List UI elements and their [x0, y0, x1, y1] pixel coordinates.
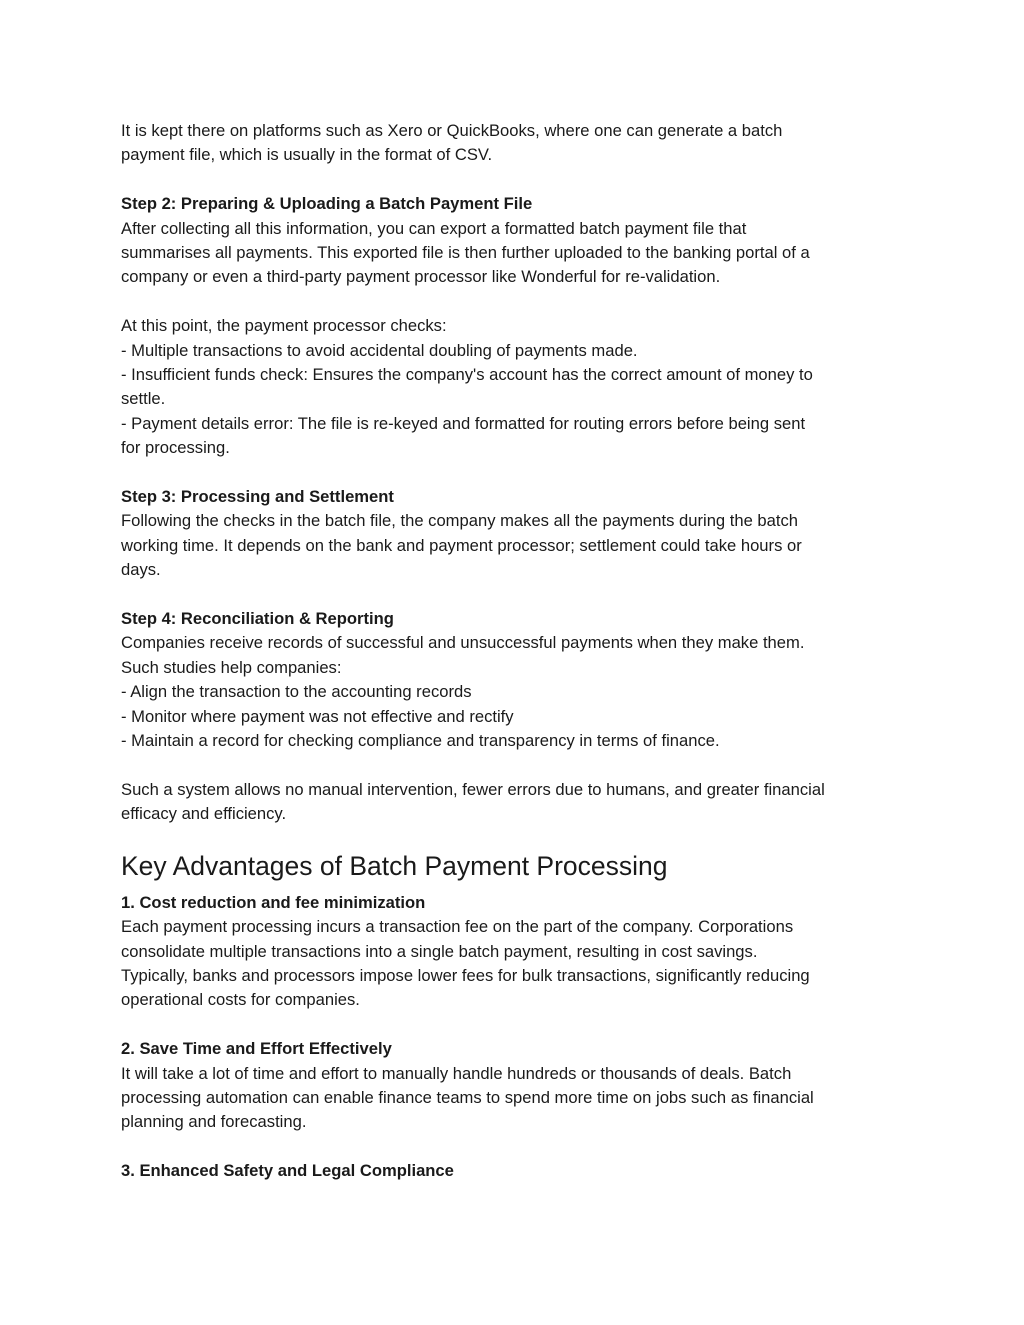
text-line: payment file, which is usually in the format of CSV.: [121, 145, 493, 165]
text-line: consolidate multiple transactions into a single batch payment, resulting in cost savings.: [121, 941, 758, 961]
section-heading: Key Advantages of Batch Payment Processing: [121, 850, 668, 881]
checks-paragraph: [121, 314, 911, 460]
advantage-title: 2. Save Time and Effort Effectively: [121, 1039, 392, 1059]
summary-paragraph: [121, 778, 911, 827]
step3-title: Step 3: Processing and Settlement: [121, 487, 394, 507]
text-line: Each payment processing incurs a transaction fee on the part of the company. Corporations: [121, 917, 794, 937]
text-line: working time. It depends on the bank and payment processor; settlement could take hours or: [121, 535, 802, 555]
step4-section: [121, 607, 911, 753]
text-line: Typically, banks and processors impose lower fees for bulk transactions, significantly reducing: [121, 965, 810, 985]
text-line: Such a system allows no manual intervention, fewer errors due to humans, and greater financial: [121, 779, 825, 799]
text-line: It is kept there on platforms such as Xero or QuickBooks, where one can generate a batch: [121, 121, 783, 140]
intro-paragraph: [121, 119, 911, 168]
list-item: - Payment details error: The file is re-keyed and formatted for routing errors before being sent: [121, 413, 806, 433]
advantage-title: 3. Enhanced Safety and Legal Compliance: [121, 1161, 454, 1181]
text-line: processing automation can enable finance teams to spend more time on jobs such as financial: [121, 1087, 814, 1107]
text-line: It will take a lot of time and effort to manually handle hundreds or thousands of deals. Batch: [121, 1063, 792, 1083]
text-line: Companies receive records of successful and unsuccessful payments when they make them.: [121, 633, 805, 653]
advantage-title: 1. Cost reduction and fee minimization: [121, 892, 426, 912]
advantage-item: [121, 891, 911, 1013]
step2-section: [121, 192, 911, 290]
text-line: days.: [121, 560, 161, 580]
text-line: After collecting all this information, you can export a formatted batch payment file that: [121, 218, 747, 238]
step3-section: [121, 485, 911, 583]
list-item: - Maintain a record for checking compliance and transparency in terms of finance.: [121, 731, 720, 751]
text-line: settle.: [121, 389, 166, 409]
list-item: - Align the transaction to the accounting records: [121, 682, 472, 702]
text-line: Such studies help companies:: [121, 657, 342, 677]
list-item: - Monitor where payment was not effective and rectify: [121, 706, 514, 726]
text-line: efficacy and efficiency.: [121, 804, 287, 824]
text-line: company or even a third-party payment processor like Wonderful for re-validation.: [121, 267, 721, 287]
text-line: summarises all payments. This exported file is then further uploaded to the banking portal of a: [121, 243, 810, 263]
text-line: operational costs for companies.: [121, 990, 360, 1010]
list-item: - Multiple transactions to avoid accidental doubling of payments made.: [121, 340, 638, 360]
text-line: Following the checks in the batch file, the company makes all the payments during the batch: [121, 511, 799, 531]
text-line: for processing.: [121, 438, 230, 458]
text-line: planning and forecasting.: [121, 1112, 307, 1132]
text-line: At this point, the payment processor checks:: [121, 316, 447, 336]
advantage-item: [121, 1159, 911, 1183]
step4-title: Step 4: Reconciliation & Reporting: [121, 609, 394, 629]
list-item: - Insufficient funds check: Ensures the company's account has the correct amount of money to: [121, 365, 813, 385]
document-page: [121, 119, 911, 1184]
step2-title: Step 2: Preparing & Uploading a Batch Payment File: [121, 194, 533, 214]
advantage-item: [121, 1037, 911, 1135]
